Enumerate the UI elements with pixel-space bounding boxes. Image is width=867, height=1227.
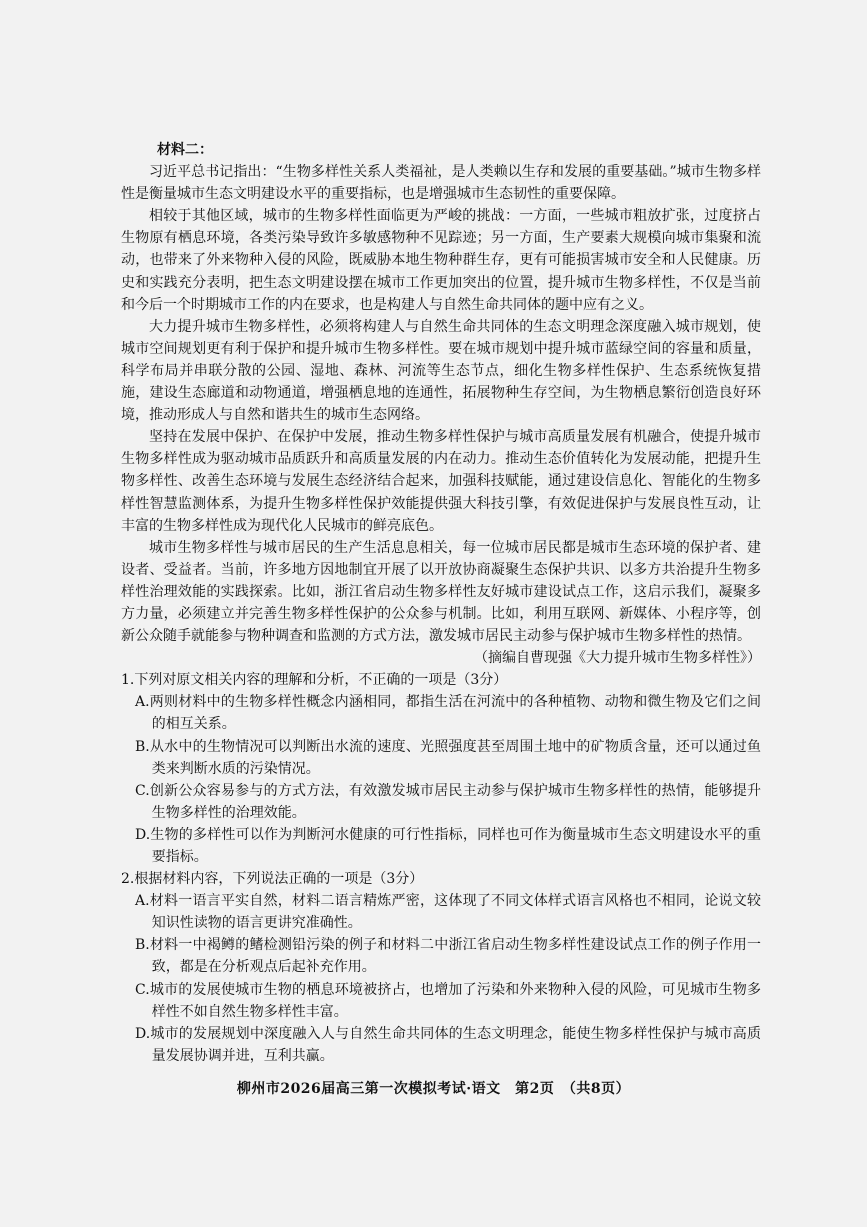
material-paragraph-4: 坚持在发展中保护、在保护中发展，推动生物多样性保护与城市高质量发展有机融合，使提升城市生物多样性成为驱动城市品质跃升和高质量发展的内在动力。推动生态价值转化为发展动能，把提升生物多样性、改善生态环境与发展生态经济结合起来，加强科技赋能，通过建设信息化、智能化的生物多样性智慧监测体系，为提升生物多样性保护效能提供强大科技引擎，有效促进保护与发展良性互动，让丰富的生物多样性成为现代化人民城市的鲜亮底色。 — [121, 429, 761, 534]
question-2-stem: 2.根据材料内容，下列说法正确的一项是（3分） — [121, 871, 424, 888]
question-1 — [121, 669, 761, 868]
question-2-option-a: A.材料一语言平实自然，材料二语言精炼严密，这体现了不同文体样式语言风格也不相同，论说文较知识性读物的语言更讲究准确性。 — [135, 893, 761, 932]
question-1-option-d: D.生物的多样性可以作为判断河水健康的可行性指标，同样也可作为衡量城市生态文明建设水平的重要指标。 — [135, 826, 761, 865]
material-paragraph-3: 大力提升城市生物多样性，必须将构建人与自然生命共同体的生态文明理念深度融入城市规划，使城市空间规划更有利于保护和提升城市生物多样性。要在城市规划中提升城市蓝绿空间的容量和质量，科学布局并串联分散的公园、湿地、森林、河流等生态节点，细化生物多样性保护、生态系统恢复措施，建设生态廊道和动物通道，增强栖息地的连通性，拓展物种生存空间，为生物栖息繁衍创造良好环境，推动形成人与自然和谐共生的城市生态网络。 — [121, 318, 761, 424]
question-1-option-b: B.从水中的生物情况可以判断出水流的速度、光照强度甚至周围土地中的矿物质含量，还可以通过鱼类来判断水质的污染情况。 — [135, 738, 761, 777]
question-1-option-c: C.创新公众容易参与的方式方法，有效激发城市居民主动参与保护城市生物多样性的热情，能够提升生物多样性的治理效能。 — [135, 782, 761, 821]
material-paragraph-1: 习近平总书记指出：“生物多样性关系人类福祉，是人类赖以生存和发展的重要基础。”城市生物多样性是衡量城市生态文明建设水平的重要指标，也是增强城市生态韧性的重要保障。 — [121, 164, 761, 203]
material-heading: 材料二： — [157, 142, 213, 158]
question-2-option-b: B.材料一中褐鳟的鳍检测铅污染的例子和材料二中浙江省启动生物多样性建设试点工作的例子作用一致，都是在分析观点后起补充作用。 — [135, 937, 761, 976]
question-2 — [121, 868, 761, 1067]
question-2-option-c: C.城市的发展使城市生物的栖息环境被挤占，也增加了污染和外来物种入侵的风险，可见城市生物多样性不如自然生物多样性丰富。 — [135, 981, 761, 1020]
question-2-option-d: D.城市的发展规划中深度融入人与自然生命共同体的生态文明理念，能使生物多样性保护与城市高质量发展协调并进，互利共赢。 — [135, 1025, 761, 1064]
material-paragraph-5: 城市生物多样性与城市居民的生产生活息息相关，每一位城市居民都是城市生态环境的保护者、建设者、受益者。当前，许多地方因地制宜开展了以开放协商凝聚生态保护共识、以多方共治提升生物多样性治理效能的实践探索。比如，浙江省启动生物多样性友好城市建设试点工作，这启示我们，凝聚多方力量，必须建立并完善生物多样性保护的公众参与机制。比如，利用互联网、新媒体、小程序等，创新公众随手就能参与物种调查和监测的方式方法，激发城市居民主动参与保护城市生物多样性的热情。 — [121, 539, 761, 645]
page-content — [121, 139, 761, 1067]
page-footer: 柳州市2026届高三第一次模拟考试·语文 第2页 （共8页） — [236, 1081, 631, 1097]
question-1-option-a: A.两则材料中的生物多样性概念内涵相同，都指生活在河流中的各种植物、动物和微生物及它们之间的相互关系。 — [135, 694, 761, 733]
material-source: （摘编自曹现强《大力提升城市生物多样性》） — [474, 650, 761, 667]
material-paragraph-2: 相较于其他区域，城市的生物多样性面临更为严峻的挑战：一方面，一些城市粗放扩张，过度挤占生物原有栖息环境，各类污染导致许多敏感物种不见踪迹；另一方面，生产要素大规模向城市集聚和流动，也带来了外来物种入侵的风险，既威胁本地生物种群生存，更有可能损害城市安全和人民健康。历史和实践充分表明，把生态文明建设摆在城市工作更加突出的位置，提升城市生物多样性，不仅是当前和今后一个时期城市工作的内在要求，也是构建人与自然生命共同体的题中应有之义。 — [121, 208, 761, 313]
question-1-stem: 1.下列对原文相关内容的理解和分析，不正确的一项是（3分） — [121, 672, 508, 689]
